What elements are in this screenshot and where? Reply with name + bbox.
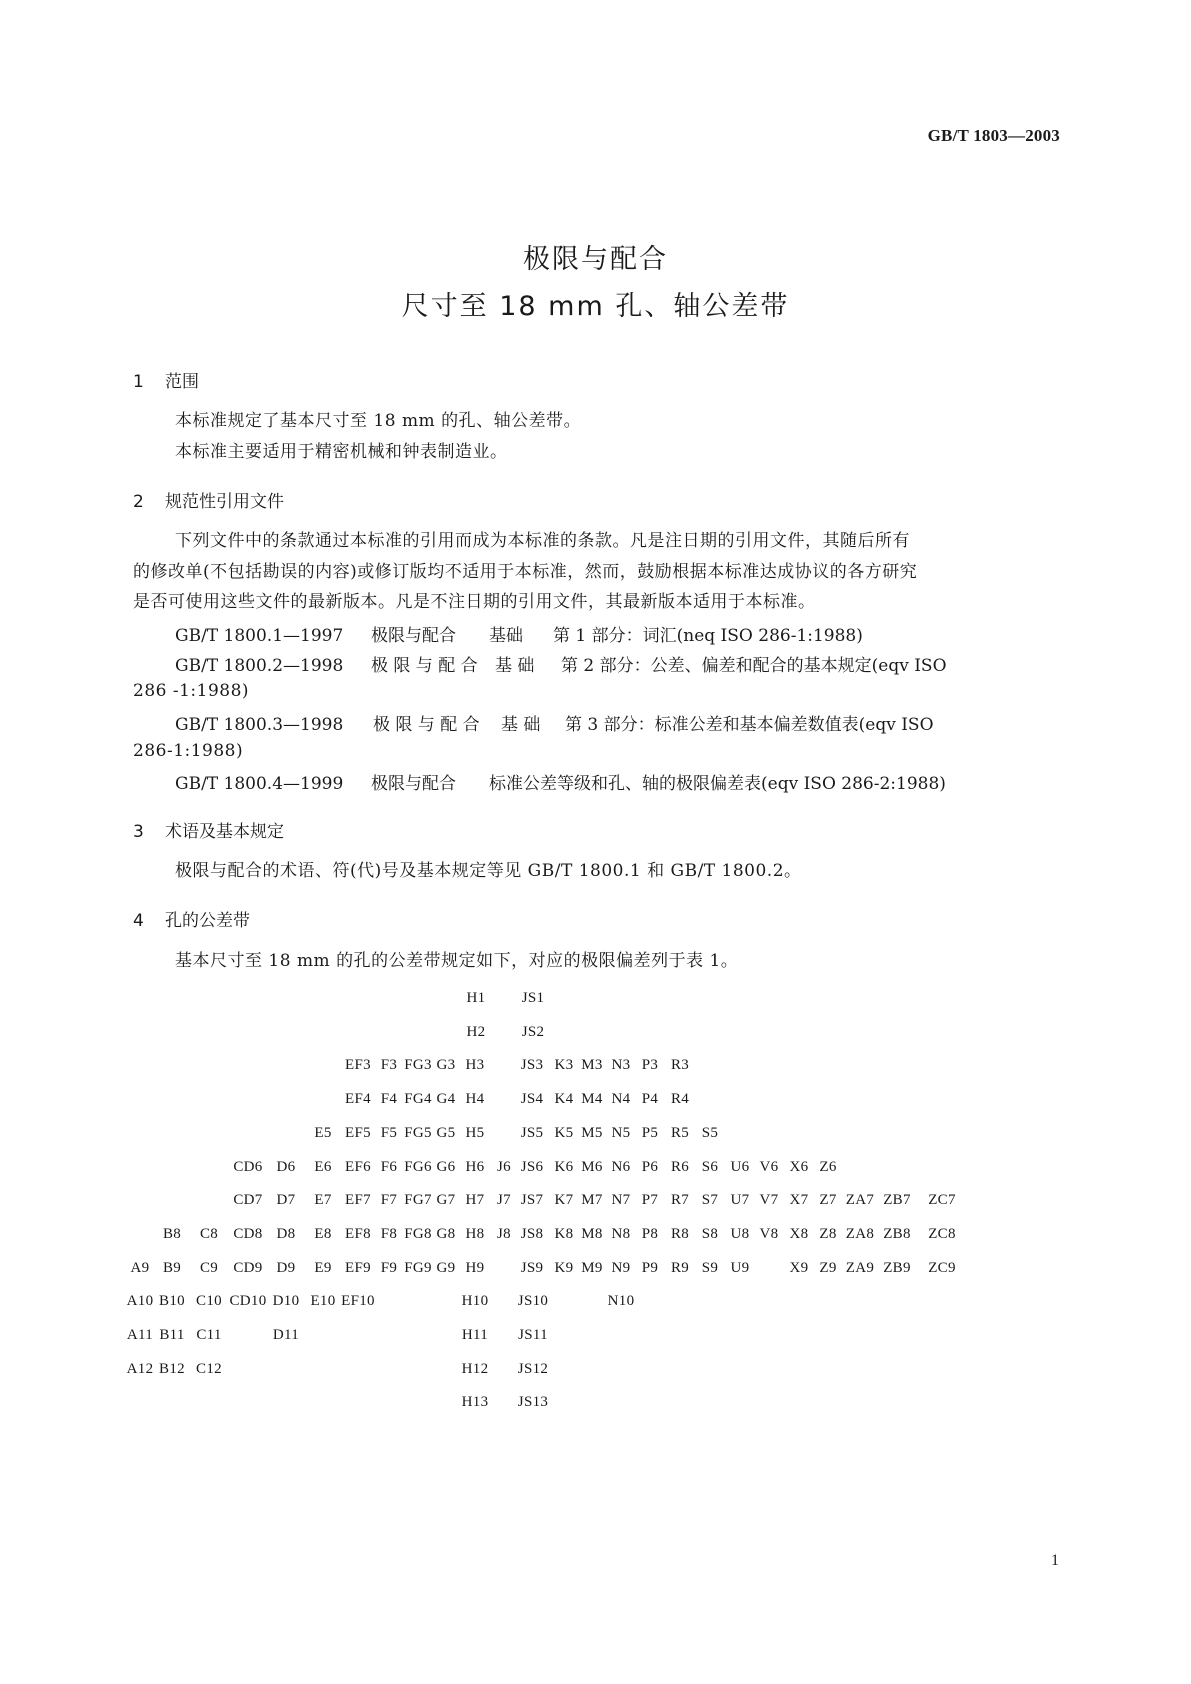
tolerance-zone-fg9: FG9 [404,1259,432,1276]
tolerance-zone-z6: Z6 [819,1158,837,1175]
tolerance-zone-p3: P3 [641,1057,659,1074]
tolerance-zone-s6: S6 [701,1158,719,1175]
tolerance-zone-c10: C10 [196,1293,222,1310]
tolerance-zone-cd10: CD10 [229,1293,267,1310]
doc-title-line1: 极限与配合 [523,244,668,275]
section-title: 孔的公差带 [165,911,250,931]
tolerance-zone-r3: R3 [670,1057,690,1074]
tolerance-zone-h11: H11 [461,1327,489,1343]
reference-subtitle: 基 础 [501,715,541,735]
tolerance-zone-r4: R4 [670,1091,690,1108]
tolerance-zone-g8: G8 [436,1225,456,1242]
tolerance-zone-ef9: EF9 [345,1259,371,1276]
section-title: 术语及基本规定 [165,822,284,842]
tolerance-zone-za9: ZA9 [845,1259,875,1276]
tolerance-zone-zb7: ZB7 [883,1192,911,1209]
reference-entry [175,651,1060,676]
tolerance-zone-s5: S5 [701,1124,719,1141]
tolerance-zone-h1: H1 [466,990,486,1006]
tolerance-zone-n8: N8 [611,1225,631,1242]
paragraph: 本标准主要适用于精密机械和钟表制造业。 [175,442,508,462]
tolerance-zone-fg4: FG4 [404,1091,432,1108]
tolerance-zone-cd9: CD9 [233,1259,263,1276]
tolerance-zone-u8: U8 [730,1225,750,1242]
tolerance-zone-zc7: ZC7 [928,1192,956,1209]
reference-subtitle: 基 础 [495,656,535,676]
tolerance-zone-p4: P4 [641,1091,659,1108]
tolerance-zone-zb8: ZB8 [883,1225,911,1242]
tolerance-zone-r6: R6 [670,1158,690,1175]
reference-name: 极限与配合 [371,774,456,794]
section-heading-2 [133,487,284,512]
section-number: 2 [133,492,144,512]
tolerance-zone-x6: X6 [789,1158,809,1175]
tolerance-zone-k8: K8 [554,1225,574,1242]
doc-title-line2: 尺寸至 18 mm 孔、轴公差带 [401,291,790,322]
tolerance-zone-m5: M5 [581,1124,603,1141]
tolerance-zone-cd6: CD6 [233,1158,263,1175]
tolerance-zone-k9: K9 [554,1259,574,1276]
tolerance-zone-s9: S9 [701,1259,719,1276]
paragraph: 本标准规定了基本尺寸至 18 mm 的孔、轴公差带。 [175,411,582,431]
tolerance-zone-d11: D11 [272,1327,300,1343]
tolerance-zone-js10: JS10 [517,1293,549,1310]
tolerance-zone-b12: B12 [159,1360,185,1377]
tolerance-zone-h13: H13 [461,1394,489,1411]
tolerance-zone-m9: M9 [581,1259,603,1276]
tolerance-zone-n4: N4 [611,1091,631,1108]
tolerance-zone-e5: E5 [314,1124,332,1141]
tolerance-zone-m8: M8 [581,1225,603,1242]
reference-part: 第 1 部分：词汇(neq ISO 286-1:1988) [553,626,863,646]
reference-entry [175,621,1060,646]
tolerance-zone-z7: Z7 [819,1192,837,1209]
reference-subtitle: 标准公差等级和孔、轴的极限偏差表(eqv ISO 286-2:1988) [489,774,946,794]
tolerance-zone-js11: JS11 [518,1327,548,1343]
tolerance-zone-f8: F8 [380,1225,398,1242]
tolerance-zone-ef10: EF10 [341,1293,375,1310]
tolerance-zone-ef3: EF3 [345,1057,371,1074]
tolerance-zone-zc9: ZC9 [928,1259,956,1276]
tolerance-zone-c8: C8 [199,1225,219,1242]
tolerance-zone-ef7: EF7 [345,1192,371,1209]
tolerance-zone-c12: C12 [196,1360,222,1377]
section-heading-3 [133,817,284,842]
tolerance-zone-fg5: FG5 [404,1124,432,1141]
tolerance-zone-m4: M4 [581,1091,603,1108]
tolerance-zone-g5: G5 [436,1124,456,1141]
tolerance-zone-b10: B10 [159,1293,185,1310]
tolerance-zone-cd7: CD7 [233,1192,263,1209]
tolerance-zone-js6: JS6 [520,1158,544,1175]
tolerance-zone-p9: P9 [641,1259,659,1276]
tolerance-zone-ef6: EF6 [345,1158,371,1175]
reference-code: GB/T 1800.2—1998 [175,656,344,676]
section-heading-1 [133,367,199,392]
tolerance-zone-a10: A10 [126,1293,154,1310]
tolerance-zone-v6: V6 [759,1158,779,1175]
tolerance-zone-c9: C9 [199,1259,219,1276]
tolerance-zone-d10: D10 [272,1293,300,1310]
tolerance-zone-e6: E6 [314,1158,332,1175]
tolerance-zone-za7: ZA7 [845,1192,875,1209]
tolerance-zone-ef5: EF5 [345,1124,371,1141]
paragraph-line: 下列文件中的条款通过本标准的引用而成为本标准的条款。凡是注日期的引用文件，其随后所有 [175,531,910,551]
section-title: 规范性引用文件 [165,492,284,512]
tolerance-zone-g9: G9 [436,1259,456,1276]
tolerance-zone-n6: N6 [611,1158,631,1175]
tolerance-zone-zc8: ZC8 [928,1225,956,1242]
section-number: 4 [133,911,144,931]
tolerance-zone-za8: ZA8 [845,1225,875,1242]
tolerance-zone-m6: M6 [581,1158,603,1175]
tolerance-zone-x7: X7 [789,1192,809,1209]
tolerance-zone-f5: F5 [380,1124,398,1141]
tolerance-zone-r9: R9 [670,1259,690,1276]
tolerance-zone-js3: JS3 [520,1057,544,1074]
section-title: 范围 [165,372,199,392]
section-number: 3 [133,822,144,842]
paragraph: 基本尺寸至 18 mm 的孔的公差带规定如下，对应的极限偏差列于表 1。 [175,951,739,971]
tolerance-zone-n3: N3 [611,1057,631,1074]
tolerance-zone-a9: A9 [130,1259,150,1276]
tolerance-zone-u9: U9 [730,1259,750,1276]
tolerance-zone-n9: N9 [611,1259,631,1276]
tolerance-zone-z9: Z9 [819,1259,837,1276]
tolerance-zone-fg6: FG6 [404,1158,432,1175]
tolerance-zone-x8: X8 [789,1225,809,1242]
reference-code: GB/T 1800.1—1997 [175,626,344,646]
tolerance-zone-js8: JS8 [520,1225,544,1242]
page-number: 1 [1051,1552,1059,1569]
tolerance-zone-f7: F7 [380,1192,398,1209]
tolerance-zone-h8: H8 [465,1225,485,1242]
reference-part: 第 3 部分：标准公差和基本偏差数值表(eqv ISO [565,715,934,735]
section-heading-4 [133,906,250,931]
tolerance-zone-g7: G7 [436,1192,456,1209]
tolerance-zone-fg7: FG7 [404,1192,432,1209]
tolerance-zone-h6: H6 [465,1158,485,1175]
section-number: 1 [133,372,144,392]
tolerance-zone-h2: H2 [466,1023,486,1040]
tolerance-zone-js12: JS12 [517,1360,549,1377]
tolerance-zone-js4: JS4 [520,1091,544,1108]
tolerance-zone-r8: R8 [670,1225,690,1242]
reference-subtitle: 基础 [489,626,523,646]
tolerance-zone-k3: K3 [554,1057,574,1074]
tolerance-zone-f3: F3 [380,1057,398,1074]
tolerance-zone-n5: N5 [611,1124,631,1141]
standard-code: GB/T 1803—2003 [927,126,1060,145]
tolerance-zone-h4: H4 [465,1091,485,1108]
tolerance-zone-p6: P6 [641,1158,659,1175]
tolerance-zone-f4: F4 [380,1091,398,1108]
tolerance-zone-ef4: EF4 [345,1091,371,1108]
tolerance-zone-h12: H12 [461,1360,489,1377]
tolerance-zone-e9: E9 [314,1259,332,1276]
reference-entry [175,710,1060,735]
tolerance-zone-s8: S8 [701,1225,719,1242]
tolerance-zone-v8: V8 [759,1225,779,1242]
tolerance-zone-m3: M3 [581,1057,603,1074]
tolerance-zone-f6: F6 [380,1158,398,1175]
tolerance-zone-js13: JS13 [517,1394,549,1411]
reference-continuation: 286 -1:1988) [133,681,250,701]
tolerance-zone-d9: D9 [276,1259,296,1276]
reference-entry [175,769,1060,794]
tolerance-zone-h5: H5 [465,1124,485,1141]
tolerance-zone-d7: D7 [276,1192,296,1209]
tolerance-zone-u7: U7 [730,1192,750,1209]
tolerance-zone-h9: H9 [465,1259,485,1276]
reference-code: GB/T 1800.4—1999 [175,774,344,794]
tolerance-zone-j8: J8 [497,1225,511,1242]
tolerance-zone-n10: N10 [607,1293,635,1310]
reference-name: 极 限 与 配 合 [373,715,480,735]
paragraph-line: 是否可使用这些文件的最新版本。凡是不注日期的引用文件，其最新版本适用于本标准。 [133,592,816,612]
tolerance-zone-u6: U6 [730,1158,750,1175]
tolerance-zone-h7: H7 [465,1192,485,1209]
tolerance-zone-n7: N7 [611,1192,631,1209]
tolerance-zone-cd8: CD8 [233,1225,263,1242]
reference-continuation: 286-1:1988) [133,741,244,761]
tolerance-zone-js5: JS5 [520,1124,544,1141]
tolerance-zone-j7: J7 [497,1192,511,1209]
tolerance-zone-p8: P8 [641,1225,659,1242]
tolerance-zone-p5: P5 [641,1124,659,1141]
tolerance-zone-js9: JS9 [520,1259,544,1276]
tolerance-zone-g3: G3 [436,1057,456,1074]
tolerance-zone-js2: JS2 [521,1023,545,1040]
tolerance-zone-v7: V7 [759,1192,779,1209]
paragraph-line: 的修改单(不包括勘误的内容)或修订版均不适用于本标准，然而，鼓励根据本标准达成协议的各方研究 [133,562,918,582]
tolerance-zone-fg8: FG8 [404,1225,432,1242]
tolerance-zone-x9: X9 [789,1259,809,1276]
tolerance-zone-r7: R7 [670,1192,690,1209]
tolerance-zone-e8: E8 [314,1225,332,1242]
tolerance-zone-b11: B11 [159,1327,185,1343]
tolerance-zone-e10: E10 [310,1293,336,1310]
tolerance-zone-p7: P7 [641,1192,659,1209]
tolerance-zone-j6: J6 [497,1158,511,1175]
tolerance-zone-b8: B8 [162,1225,182,1242]
tolerance-zone-zb9: ZB9 [883,1259,911,1276]
reference-part: 第 2 部分：公差、偏差和配合的基本规定(eqv ISO [561,656,947,676]
tolerance-zone-z8: Z8 [819,1225,837,1242]
tolerance-zone-e7: E7 [314,1192,332,1209]
tolerance-zone-g6: G6 [436,1158,456,1175]
tolerance-zone-m7: M7 [581,1192,603,1209]
tolerance-zone-js1: JS1 [521,990,545,1006]
tolerance-zone-s7: S7 [701,1192,719,1209]
paragraph: 极限与配合的术语、符(代)号及基本规定等见 GB/T 1800.1 和 GB/T 1800.2。 [175,861,802,881]
tolerance-zone-a12: A12 [126,1360,154,1377]
reference-name: 极限与配合 [371,626,456,646]
tolerance-zone-k7: K7 [554,1192,574,1209]
tolerance-zone-ef8: EF8 [345,1225,371,1242]
tolerance-zone-c11: C11 [196,1327,222,1343]
tolerance-zone-js7: JS7 [520,1192,544,1209]
reference-name: 极 限 与 配 合 [371,656,478,676]
tolerance-zone-r5: R5 [670,1124,690,1141]
tolerance-zone-k4: K4 [554,1091,574,1108]
tolerance-zone-k5: K5 [554,1124,574,1141]
tolerance-zone-h3: H3 [465,1057,485,1074]
tolerance-zone-b9: B9 [162,1259,182,1276]
tolerance-zone-k6: K6 [554,1158,574,1175]
tolerance-zone-g4: G4 [436,1091,456,1108]
tolerance-zone-h10: H10 [461,1293,489,1310]
tolerance-zone-d6: D6 [276,1158,296,1175]
tolerance-zone-a11: A11 [126,1327,154,1343]
reference-code: GB/T 1800.3—1998 [175,715,344,735]
tolerance-zone-fg3: FG3 [404,1057,432,1074]
tolerance-zone-f9: F9 [380,1259,398,1276]
tolerance-zone-d8: D8 [276,1225,296,1242]
